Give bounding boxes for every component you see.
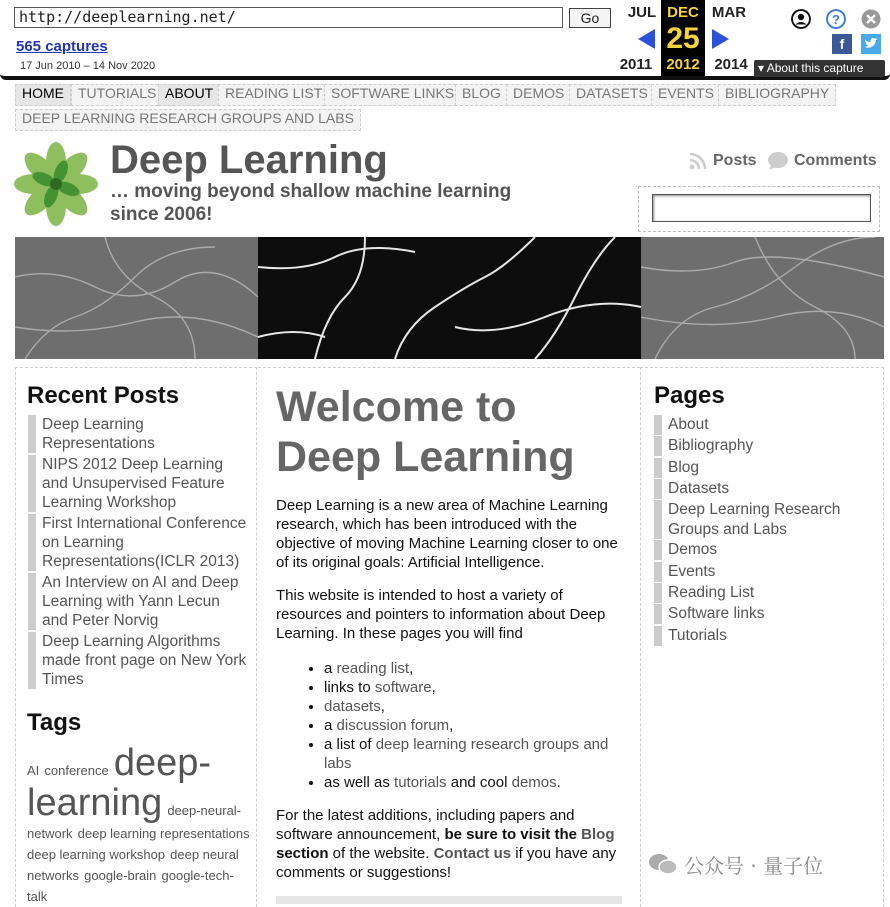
recent-post-link[interactable]: NIPS 2012 Deep Learning and Unsupervised Feature Learning Workshop [28, 455, 248, 512]
bullet-text: and cool [446, 774, 512, 791]
rss-icon[interactable] [688, 151, 708, 171]
page-link[interactable]: Events [654, 562, 874, 582]
page-link[interactable]: Bibliography [654, 436, 874, 456]
nav-home[interactable]: HOME [15, 84, 71, 106]
blog-link[interactable]: Blog [581, 826, 615, 843]
page-link[interactable]: Software links [654, 604, 874, 624]
latest-bold-text: section [276, 845, 329, 862]
svg-text:?: ? [832, 12, 840, 27]
nav-reading-list[interactable]: READING LIST [218, 84, 329, 106]
software-link[interactable]: software [374, 679, 432, 696]
latest-text: if you have any comments or suggestions! [276, 845, 617, 881]
datasets-link[interactable]: datasets [324, 698, 381, 715]
discussion-forum-link[interactable]: discussion forum [336, 717, 450, 734]
reading-list-link[interactable]: reading list [336, 660, 410, 677]
demos-link[interactable]: demos [511, 774, 557, 791]
current-day: 25 [666, 22, 700, 55]
twitter-icon[interactable] [861, 34, 881, 54]
bullet-text: , [380, 698, 385, 715]
contact-link[interactable]: Contact us [433, 845, 512, 862]
bullet-text: a [324, 660, 337, 677]
site-tagline: … moving beyond shallow machine learning since 2006! [110, 181, 512, 225]
nav-bibliography[interactable]: BIBLIOGRAPHY [718, 84, 836, 106]
page-link[interactable]: About [654, 415, 874, 435]
prev-month-link[interactable]: JUL [627, 4, 657, 21]
recent-post-link[interactable]: An Interview on AI and Deep Learning with Yann Lecun and Peter Norvig [28, 573, 248, 630]
right-sidebar [640, 367, 884, 907]
current-capture-date [661, 0, 705, 76]
next-capture-arrow-icon[interactable] [712, 29, 729, 49]
tag-link[interactable]: conference [44, 763, 109, 778]
latest-bold-text: be sure to visit the [444, 826, 577, 843]
site-logo[interactable] [13, 141, 99, 227]
page-link[interactable]: Tutorials [654, 626, 874, 646]
intro-paragraph: Deep Learning is a new area of Machine Learning research, which has been introduced with the objective of moving Machine Learning closer to one of its original goals: Artificial Intelligence. [276, 497, 618, 571]
bullet-text: a [324, 717, 337, 734]
recent-post-link[interactable]: Deep Learning Representations [28, 415, 248, 453]
comments-icon[interactable] [767, 151, 789, 171]
current-year: 2012 [666, 56, 700, 73]
recent-post-link[interactable]: First International Conference on Learning Representations(ICLR 2013) [28, 514, 248, 571]
list-item [324, 735, 626, 773]
header-banner-image [15, 237, 884, 359]
bullet-text: . [556, 774, 561, 791]
tag-link[interactable]: deep learning representations [77, 826, 250, 841]
url-input[interactable]: http://deeplearning.net/ [14, 7, 563, 28]
page-title: Welcome to Deep Learning [276, 383, 575, 481]
tag-link[interactable]: deep-neural-network [27, 803, 242, 841]
latest-text: of the website. [328, 845, 434, 862]
current-month: DEC [667, 4, 699, 21]
page-link[interactable]: Demos [654, 540, 874, 560]
list-item [324, 697, 626, 716]
posts-feed-link[interactable]: Posts [713, 152, 757, 169]
comments-feed-link[interactable]: Comments [794, 152, 877, 169]
help-icon[interactable] [826, 9, 846, 29]
tutorials-link[interactable]: tutorials [394, 774, 447, 791]
nav-blog[interactable]: BLOG [455, 84, 508, 106]
page-link[interactable]: Datasets [654, 479, 874, 499]
latest-paragraph [276, 806, 626, 882]
tag-link[interactable]: deep neural networks [27, 847, 239, 883]
content-divider [276, 896, 622, 904]
nav-demos[interactable]: DEMOS [506, 84, 571, 106]
facebook-icon[interactable]: f [832, 34, 852, 54]
resource-list [306, 659, 626, 792]
left-sidebar [15, 367, 257, 907]
list-item [324, 716, 626, 735]
recent-posts-heading: Recent Posts [27, 382, 180, 409]
wayback-toolbar [0, 0, 890, 80]
go-button[interactable]: Go [569, 8, 611, 28]
prev-year-link[interactable]: 2011 [619, 56, 653, 73]
page-link[interactable]: Blog [654, 458, 874, 478]
main-content [258, 367, 640, 907]
tag-link[interactable]: deep-learning [27, 742, 212, 824]
nav-datasets[interactable]: DATASETS [569, 84, 655, 106]
captures-link[interactable]: 565 captures [16, 38, 108, 55]
tag-link[interactable]: google-brain [84, 868, 157, 883]
nav-tutorials[interactable]: TUTORIALS [71, 84, 163, 106]
pages-heading: Pages [654, 382, 725, 409]
prev-capture-arrow-icon[interactable] [638, 29, 655, 49]
list-item [324, 773, 626, 792]
nav-about[interactable]: ABOUT [158, 84, 220, 106]
list-item [324, 678, 626, 697]
site-title[interactable]: Deep Learning [110, 138, 388, 182]
host-paragraph: This website is intended to host a variety of resources and pointers to information about Deep Learning. In these pages you will find [276, 587, 606, 642]
tag-link[interactable]: google-tech-talk [27, 868, 234, 904]
wechat-icon [648, 852, 678, 876]
bullet-text: , [409, 660, 414, 677]
close-icon[interactable] [861, 9, 881, 29]
capture-date-range: 17 Jun 2010 – 14 Nov 2020 [20, 60, 156, 72]
nav-research-groups[interactable]: DEEP LEARNING RESEARCH GROUPS AND LABS [15, 109, 361, 131]
search-input[interactable] [652, 194, 871, 222]
account-icon[interactable] [791, 9, 811, 29]
recent-post-link[interactable]: Deep Learning Algorithms made front page on New York Times [28, 632, 248, 689]
about-capture-button[interactable]: ▾ About this capture [754, 60, 885, 77]
next-year-link[interactable]: 2014 [714, 56, 748, 73]
next-month-link[interactable]: MAR [711, 4, 747, 21]
tag-cloud [27, 743, 252, 907]
bullet-text: a list of [324, 736, 376, 753]
latest-text: For the latest additions, including papers and software announcement, [276, 807, 575, 843]
tags-heading: Tags [27, 709, 82, 736]
list-item [324, 659, 626, 678]
bullet-text: , [449, 717, 454, 734]
nav-software-links[interactable]: SOFTWARE LINKS [324, 84, 461, 106]
search-container [638, 186, 880, 232]
watermark-text: 公众号 · 量子位 [684, 854, 824, 878]
tag-link[interactable]: deep learning workshop [27, 847, 166, 862]
bullet-text: links to [324, 679, 375, 696]
tag-link[interactable]: AI [27, 763, 40, 778]
page-link[interactable]: Deep Learning Research Groups and Labs [654, 500, 874, 539]
page-link[interactable]: Reading List [654, 583, 874, 603]
research-groups-link[interactable]: deep learning research groups and labs [324, 736, 609, 772]
bullet-text: as well as [324, 774, 395, 791]
bullet-text: , [431, 679, 436, 696]
nav-events[interactable]: EVENTS [651, 84, 721, 106]
